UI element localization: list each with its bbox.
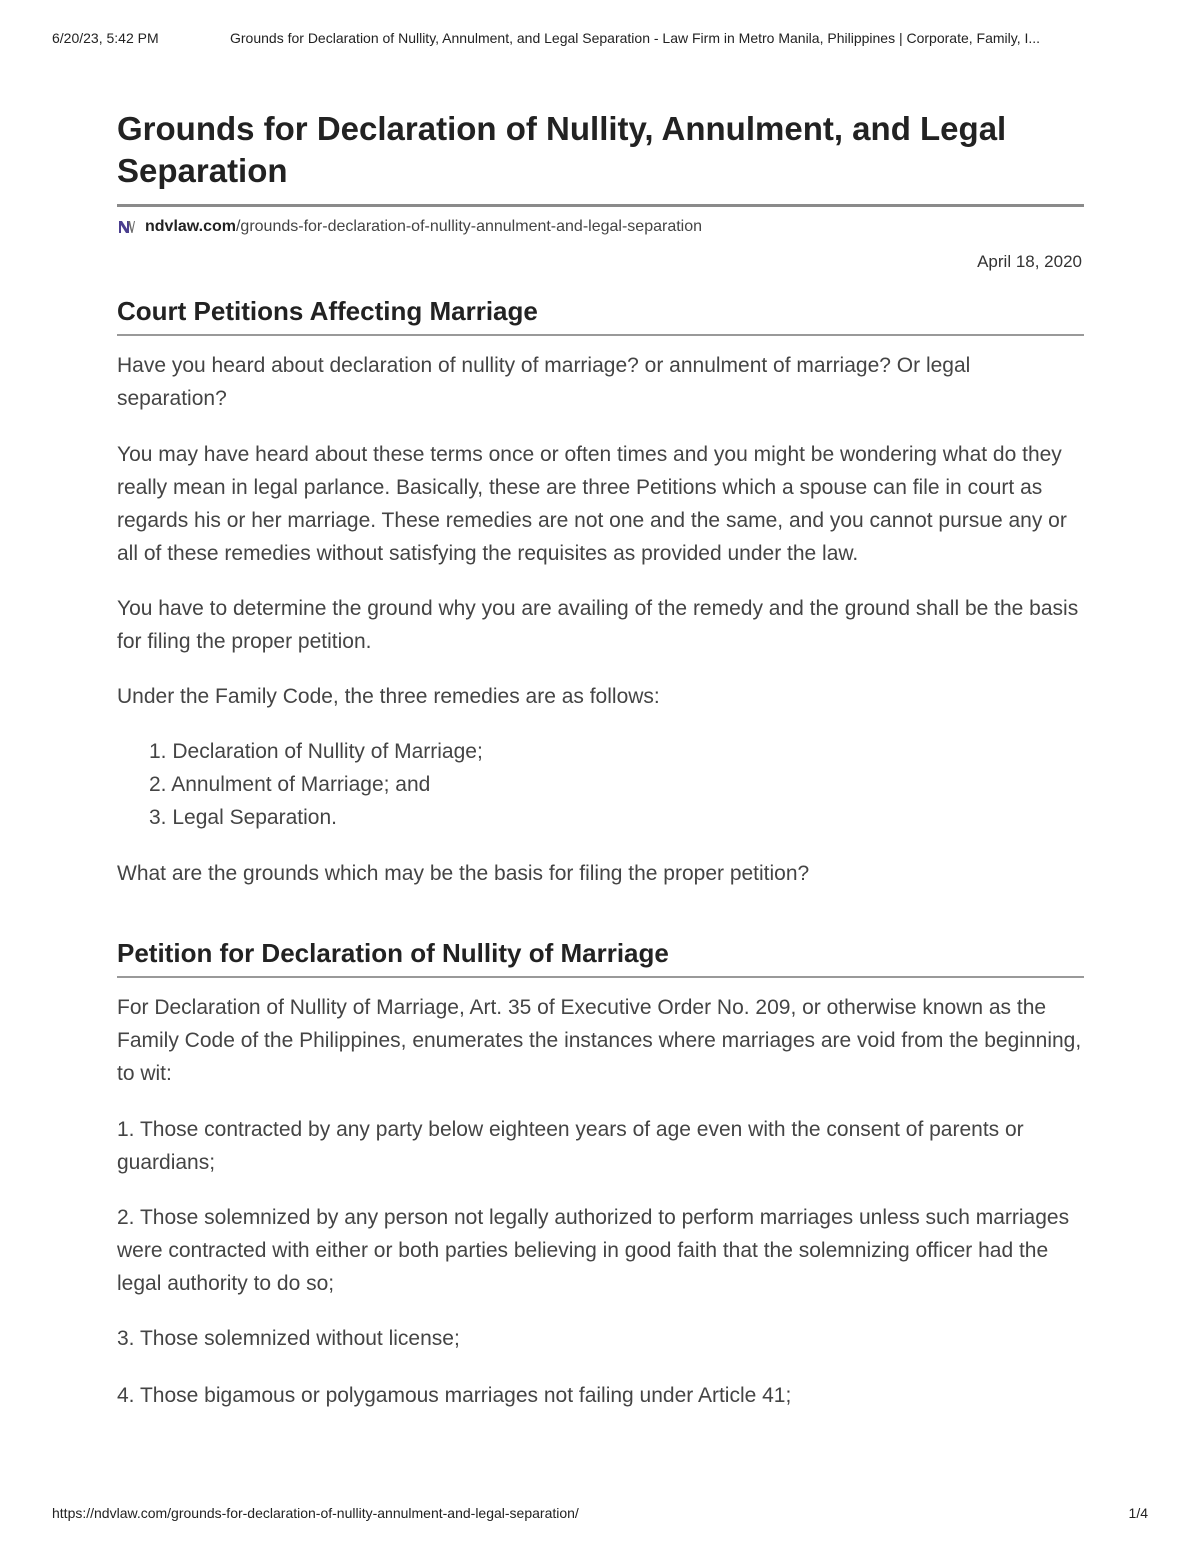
list-item: 1. Declaration of Nullity of Marriage; <box>149 740 483 763</box>
section-heading-court-petitions: Court Petitions Affecting Marriage <box>117 294 1084 336</box>
paragraph: What are the grounds which may be the basis for filing the proper petition? <box>117 862 810 885</box>
ground-item: 3. Those solemnized without license; <box>117 1327 460 1350</box>
list-item: 3. Legal Separation. <box>149 806 337 829</box>
print-page-title: Grounds for Declaration of Nullity, Annulment, and Legal Separation - Law Firm in Metro Manila, Philippines | Corporate, Family, I... <box>230 30 1041 46</box>
ndvlaw-logo-icon <box>117 218 135 236</box>
section-heading-nullity: Petition for Declaration of Nullity of Marriage <box>117 936 1084 978</box>
paragraph: For Declaration of Nullity of Marriage, Art. 35 of Executive Order No. 209, or otherwise known as the Family Code of the Philippines, enumerates the instances where marriages are void from the beginning, to wit: <box>117 996 1082 1085</box>
paragraph: Under the Family Code, the three remedies are as follows: <box>117 685 660 708</box>
source-domain[interactable]: ndvlaw.com <box>145 218 236 235</box>
print-footer <box>52 1505 1148 1525</box>
paragraph: You may have heard about these terms once or often times and you might be wondering what do they really mean in legal parlance. Basically, these are three Petitions which a spouse can file in court as regards his or her marriage. These remedies are not one and the same, and you cannot pursue any or all of these remedies without satisfying the requisites as provided under the law. <box>117 443 1067 565</box>
source-path[interactable]: /grounds-for-declaration-of-nullity-annulment-and-legal-separation <box>235 218 703 235</box>
print-footer-url: https://ndvlaw.com/grounds-for-declaration-of-nullity-annulment-and-legal-separation/ <box>52 1505 579 1521</box>
page-number: 1/4 <box>1128 1505 1148 1521</box>
paragraph: Have you heard about declaration of nullity of marriage? or annulment of marriage? Or legal separation? <box>117 354 971 410</box>
list-item: 2. Annulment of Marriage; and <box>149 773 431 796</box>
print-timestamp: 6/20/23, 5:42 PM <box>52 30 159 46</box>
paragraph: You have to determine the ground why you are availing of the remedy and the ground shall be the basis for filing the proper petition. <box>117 597 1079 653</box>
publish-date: April 18, 2020 <box>977 252 1082 271</box>
ground-item: 4. Those bigamous or polygamous marriages not failing under Article 41; <box>117 1384 792 1407</box>
source-link[interactable] <box>117 215 1084 239</box>
print-header <box>52 30 1148 50</box>
ground-item: 2. Those solemnized by any person not legally authorized to perform marriages unless such marriages were contracted with either or both parties believing in good faith that the solemnizing officer had the legal authority to do so; <box>117 1206 1070 1295</box>
article <box>117 108 1084 1412</box>
article-title: Grounds for Declaration of Nullity, Annulment, and Legal Separation <box>117 108 1084 207</box>
remedies-list <box>149 735 1084 834</box>
ground-item: 1. Those contracted by any party below eighteen years of age even with the consent of parents or guardians; <box>117 1118 1024 1174</box>
